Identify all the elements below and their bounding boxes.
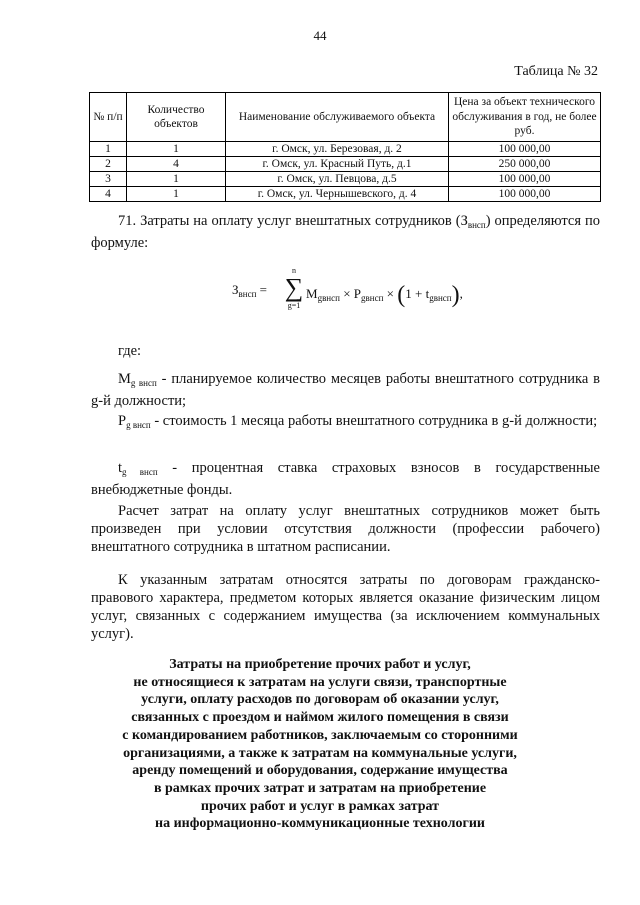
sum-symbol: ∑: [284, 273, 304, 302]
cell-object-name: г. Омск, ул. Чернышевского, д. 4: [226, 187, 449, 202]
definition-m-subscript: g внсп: [130, 378, 157, 388]
formula-lhs-subscript: внсп: [238, 289, 257, 299]
cell-price: 250 000,00: [449, 157, 601, 172]
cell-number: 3: [90, 172, 127, 187]
paragraph-71-subscript: внсп: [467, 220, 486, 230]
cell-count: 1: [127, 142, 226, 157]
definition-p: [91, 412, 600, 434]
heading-line: прочих работ и услуг в рамках затрат: [200, 798, 440, 814]
formula-times: ×: [343, 286, 351, 301]
cell-price: 100 000,00: [449, 187, 601, 202]
definition-m-symbol: M: [118, 371, 131, 387]
heading-line: с командированием работников, заключаемым со сторонними: [122, 727, 518, 743]
paragraph-71: [91, 212, 600, 252]
cell-object-name: г. Омск, ул. Березовая, д. 2: [226, 142, 449, 157]
page-number: 44: [313, 28, 327, 43]
heading-line: не относящиеся к затратам на услуги связи, транспортные: [133, 674, 507, 690]
table-header-row: [90, 93, 601, 142]
header-object-name: Наименование обслуживаемого объекта: [226, 93, 449, 142]
where-text: где:: [118, 343, 142, 359]
cell-object-name: г. Омск, ул. Певцова, д.5: [226, 172, 449, 187]
paragraph-71-tail: ) определяются по формуле:: [91, 213, 600, 251]
cell-object-name: г. Омск, ул. Красный Путь, д.1: [226, 157, 449, 172]
heading-line: на информационно-коммуникационные технологии: [155, 816, 485, 832]
formula-equals: =: [259, 282, 267, 297]
header-number: № п/п: [90, 93, 127, 142]
cell-price: 100 000,00: [449, 142, 601, 157]
definition-m-text: - планируемое количество месяцев работы внештатного сотрудника в g-й должности;: [91, 371, 600, 409]
cell-number: 4: [90, 187, 127, 202]
sum-upper-limit: n: [292, 266, 296, 275]
table-title: Таблица № 32: [514, 64, 598, 79]
formula-comma: ,: [459, 286, 463, 301]
formula-p-subscript: gвнсп: [361, 293, 384, 303]
table-row: [90, 142, 601, 157]
header-count: Количество объектов: [127, 93, 226, 142]
sum-lower-limit: g=1: [287, 301, 301, 310]
section-heading: [60, 656, 580, 833]
cell-price: 100 000,00: [449, 172, 601, 187]
formula-t-subscript: gвнсп: [429, 293, 452, 303]
definition-p-text: - стоимость 1 месяца работы внештатного сотрудника в g-й должности;: [150, 413, 598, 429]
table-row: [90, 187, 601, 202]
definition-m: [91, 370, 600, 410]
header-price: Цена за объект технического обслуживания в год, не более руб.: [449, 93, 601, 142]
heading-line: услуги, оплату расходов по договорам об оказании услуг,: [141, 692, 499, 708]
formula-one-plus-t: 1 + t: [405, 286, 430, 301]
cell-count: 4: [127, 157, 226, 172]
where-label: [91, 342, 600, 360]
heading-line: связанных с проездом и наймом жилого помещения в связи: [131, 710, 509, 726]
formula-times: ×: [386, 286, 395, 301]
formula-rhs: $M_{gвнсп} \times P_{gвнсп} \times (1 + t_{gвнсп})$,: [306, 282, 463, 308]
definition-t-text: - процентная ставка страховых взносов в государственные внебюджетные фонды.: [91, 460, 600, 498]
table-row: [90, 172, 601, 187]
heading-line: аренду помещений и оборудования, содержание имущества: [132, 763, 508, 779]
heading-line: Затраты на приобретение прочих работ и услуг,: [169, 657, 471, 672]
definition-t: [91, 459, 600, 499]
formula-lhs-symbol: З: [232, 282, 239, 297]
table-row: [90, 157, 601, 172]
definition-t-subscript: g внсп: [122, 467, 158, 477]
formula-m: M: [306, 286, 318, 301]
cell-count: 1: [127, 172, 226, 187]
heading-line: организациями, а также к затратам на коммунальные услуги,: [123, 745, 517, 761]
cell-number: 1: [90, 142, 127, 157]
paragraph-71-text: 71. Затраты на оплату услуг внештатных сотрудников (З: [118, 213, 468, 229]
definition-t-symbol: t: [118, 460, 123, 476]
formula-m-subscript: gвнсп: [317, 293, 340, 303]
paragraph-contracts-text: К указанным затратам относятся затраты по договорам гражданско-правового характера, предметом которых является оказание физическим лицом услуг, связанных с содержанием имущества (за исключением коммунальных услуг).: [91, 572, 600, 642]
definition-p-symbol: P: [118, 413, 127, 429]
paragraph-contracts: [91, 571, 600, 643]
paragraph-calculation-text: Расчет затрат на оплату услуг внештатных сотрудников может быть произведен при условии отсутствия должности (профессии рабочего) внештатного сотрудника в штатном расписании.: [91, 503, 600, 555]
definition-p-subscript: g внсп: [126, 420, 151, 430]
paragraph-calculation: [91, 502, 600, 556]
heading-line: в рамках прочих затрат и затратам на приобретение: [153, 780, 487, 796]
objects-table: [89, 92, 601, 202]
cell-number: 2: [90, 157, 127, 172]
formula-p: P: [353, 286, 362, 301]
cell-count: 1: [127, 187, 226, 202]
formula-lhs: [232, 282, 267, 299]
formula-sum: [284, 266, 304, 310]
cost-formula: [232, 264, 462, 320]
